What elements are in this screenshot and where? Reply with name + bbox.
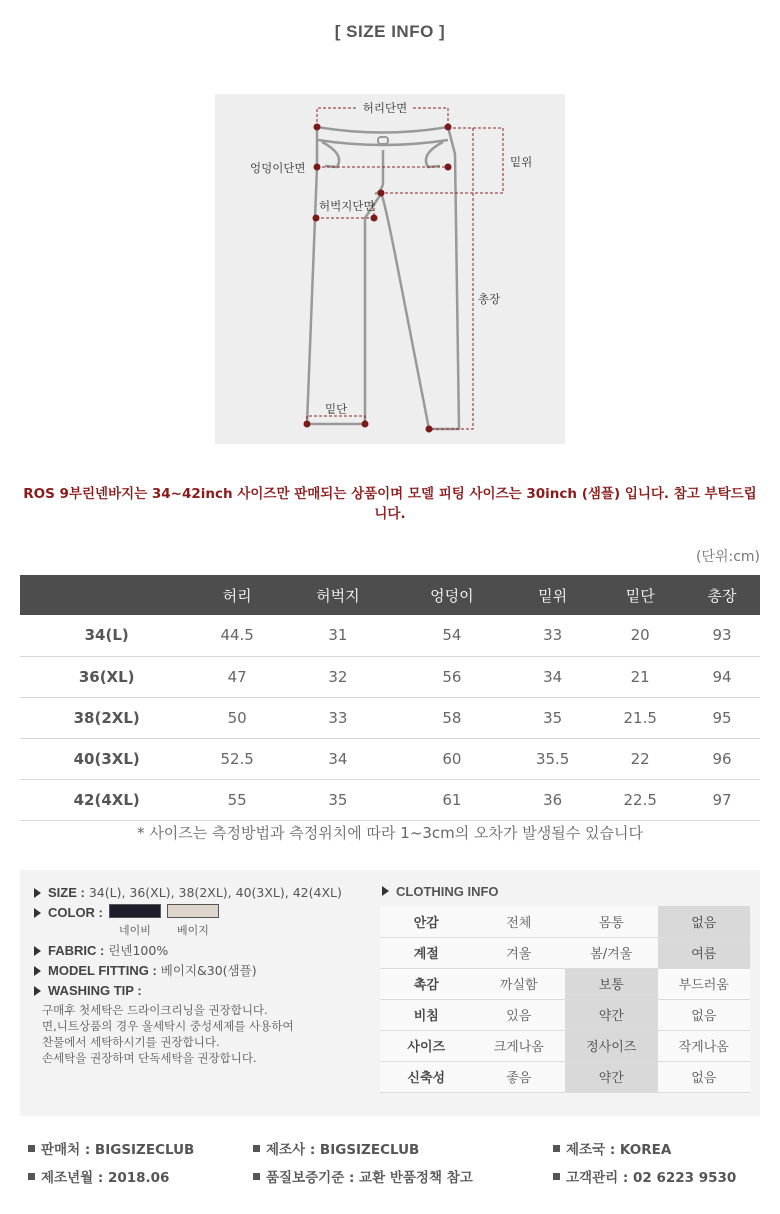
- color-swatch-beige: [167, 904, 219, 940]
- table-cell: 35: [281, 779, 395, 820]
- meta-seller: [28, 1138, 194, 1158]
- color-info-label: COLOR :: [48, 905, 103, 920]
- clothing-option-selected: 여름: [658, 937, 751, 968]
- washing-tip-line: 손세탁을 권장하며 단독세탁을 권장합니다.: [42, 1051, 257, 1065]
- length-measure-line: [429, 128, 473, 429]
- table-cell: 97: [684, 779, 760, 820]
- clothing-option: 없음: [658, 1061, 751, 1092]
- thigh-right-point: [371, 215, 378, 222]
- table-cell: 60: [395, 738, 509, 779]
- arrow-right-icon: [34, 908, 41, 918]
- left-pocket: [322, 142, 339, 167]
- table-cell: 34: [509, 656, 597, 697]
- header-cell: 허벅지: [281, 575, 395, 615]
- clothing-category: 촉감: [380, 968, 473, 999]
- meta-seller-text: 판매처 : BIGSIZECLUB: [41, 1142, 195, 1158]
- square-bullet-icon: [253, 1173, 260, 1180]
- table-cell: 35: [509, 697, 597, 738]
- clothing-info-table: [380, 906, 750, 1093]
- clothing-option: 좋음: [473, 1061, 566, 1092]
- rise-label: 밑위: [510, 155, 533, 169]
- table-cell: 36: [509, 779, 597, 820]
- clothing-option: 없음: [658, 999, 751, 1030]
- header-cell: 엉덩이: [395, 575, 509, 615]
- meta-contact: [553, 1166, 736, 1186]
- clothing-category: 사이즈: [380, 1030, 473, 1061]
- meta-manufacturer-text: 제조사 : BIGSIZECLUB: [266, 1142, 420, 1158]
- clothing-option: 전체: [473, 906, 566, 937]
- hip-label: 엉덩이단면: [250, 161, 306, 175]
- table-cell: 54: [395, 615, 509, 656]
- table-cell: 33: [281, 697, 395, 738]
- washing-tip-line: 찬물에서 세탁하시기를 권장합니다.: [42, 1035, 220, 1049]
- button-icon: [378, 137, 388, 144]
- size-table-header: [20, 575, 760, 615]
- size-cell: 36(XL): [20, 656, 193, 697]
- size-cell: 34(L): [20, 615, 193, 656]
- meta-warranty: [253, 1166, 473, 1186]
- table-cell: 32: [281, 656, 395, 697]
- table-cell: 33: [509, 615, 597, 656]
- table-cell: 22: [596, 738, 684, 779]
- table-cell: 55: [193, 779, 281, 820]
- rise-measure-line: [381, 128, 503, 193]
- waist-label: 허리단면: [362, 101, 408, 115]
- right-pocket: [426, 142, 443, 167]
- clothing-category: 비침: [380, 999, 473, 1030]
- arrow-right-icon: [382, 886, 389, 896]
- clothing-option: 크게나옴: [473, 1030, 566, 1061]
- model-fitting-label: MODEL FITTING :: [48, 963, 157, 978]
- header-cell: 밑단: [596, 575, 684, 615]
- clothing-option-selected: 없음: [658, 906, 751, 937]
- arrow-right-icon: [34, 946, 41, 956]
- length-bottom-point: [426, 426, 433, 433]
- table-cell: 22.5: [596, 779, 684, 820]
- swatch-name: 베이지: [176, 924, 209, 937]
- navy-swatch: [109, 904, 161, 918]
- arrow-right-icon: [34, 986, 41, 996]
- product-info-panel: [20, 870, 760, 1116]
- hip-right-point: [445, 164, 452, 171]
- table-row: [20, 656, 760, 697]
- model-fitting-info: [34, 962, 379, 982]
- square-bullet-icon: [28, 1173, 35, 1180]
- hem-right-point: [362, 421, 369, 428]
- meta-country: [553, 1138, 671, 1158]
- table-cell: 47: [193, 656, 281, 697]
- header-cell: 밑위: [509, 575, 597, 615]
- crotch-point: [378, 190, 385, 197]
- table-cell: 58: [395, 697, 509, 738]
- clothing-option: 부드러움: [658, 968, 751, 999]
- clothing-category: 안감: [380, 906, 473, 937]
- table-cell: 31: [281, 615, 395, 656]
- clothing-option: 작게나옴: [658, 1030, 751, 1061]
- table-row: [20, 615, 760, 656]
- page-title: [ SIZE INFO ]: [334, 22, 446, 41]
- size-table: [20, 575, 760, 821]
- washing-tip-label: WASHING TIP :: [48, 983, 142, 998]
- table-cell: 50: [193, 697, 281, 738]
- product-details: [34, 884, 379, 1066]
- table-cell: 95: [684, 697, 760, 738]
- clothing-option-selected: 약간: [565, 999, 658, 1030]
- clothing-option: 겨울: [473, 937, 566, 968]
- clothing-row-stretch: [380, 1061, 750, 1092]
- clothing-info-title: [382, 884, 499, 899]
- arrow-right-icon: [34, 888, 41, 898]
- washing-tip-line: 구매후 첫세탁은 드라이크리닝을 권장합니다.: [42, 1003, 268, 1017]
- table-cell: 96: [684, 738, 760, 779]
- hem-label: 밑단: [325, 402, 348, 416]
- length-label: 총장: [478, 292, 501, 306]
- clothing-row-size-fit: [380, 1030, 750, 1061]
- hip-left-point: [314, 164, 321, 171]
- size-info-label: SIZE :: [48, 885, 85, 900]
- table-cell: 34: [281, 738, 395, 779]
- table-cell: 20: [596, 615, 684, 656]
- model-fitting-value: 베이지&30(샘플): [160, 963, 257, 978]
- table-row: [20, 738, 760, 779]
- color-swatch-navy: [109, 904, 161, 940]
- clothing-category: 계절: [380, 937, 473, 968]
- meta-country-text: 제조국 : KOREA: [566, 1142, 672, 1158]
- clothing-info-title-text: CLOTHING INFO: [396, 884, 499, 899]
- washing-tip-line: 면,니트상품의 경우 울세탁시 중성세제를 사용하여: [42, 1019, 294, 1033]
- table-cell: 21.5: [596, 697, 684, 738]
- clothing-row-lining: [380, 906, 750, 937]
- clothing-row-sheerness: [380, 999, 750, 1030]
- header-cell: 총장: [684, 575, 760, 615]
- square-bullet-icon: [253, 1145, 260, 1152]
- size-info-value: 34(L), 36(XL), 38(2XL), 40(3XL), 42(4XL): [88, 885, 342, 900]
- fabric-info-label: FABRIC :: [48, 943, 105, 958]
- arrow-right-icon: [34, 966, 41, 976]
- clothing-row-season: [380, 937, 750, 968]
- table-cell: 94: [684, 656, 760, 697]
- clothing-option: 봄/겨울: [565, 937, 658, 968]
- header-cell: [20, 575, 193, 615]
- swatch-name: 네이비: [118, 924, 151, 937]
- meta-date: [28, 1166, 169, 1186]
- clothing-row-texture: [380, 968, 750, 999]
- color-info: [34, 904, 379, 942]
- beige-swatch: [167, 904, 219, 918]
- table-row: [20, 697, 760, 738]
- washing-tip-info: [34, 982, 379, 1002]
- clothing-category: 신축성: [380, 1061, 473, 1092]
- fabric-info: [34, 942, 379, 962]
- table-cell: 61: [395, 779, 509, 820]
- clothing-option-selected: 약간: [565, 1061, 658, 1092]
- fly-line: [375, 150, 383, 194]
- clothing-option: 몸통: [565, 906, 658, 937]
- table-cell: 21: [596, 656, 684, 697]
- clothing-option: 까실함: [473, 968, 566, 999]
- table-row: [20, 779, 760, 820]
- size-info: [34, 884, 379, 904]
- table-cell: 35.5: [509, 738, 597, 779]
- meta-warranty-text: 품질보증기준 : 교환 반품정책 참고: [266, 1170, 473, 1186]
- square-bullet-icon: [553, 1145, 560, 1152]
- header-cell: 허리: [193, 575, 281, 615]
- size-cell: 38(2XL): [20, 697, 193, 738]
- square-bullet-icon: [553, 1173, 560, 1180]
- table-cell: 52.5: [193, 738, 281, 779]
- hem-left-point: [304, 421, 311, 428]
- meta-date-text: 제조년월 : 2018.06: [41, 1170, 170, 1186]
- measurement-footnote: * 사이즈는 측정방법과 측정위치에 따라 1~3cm의 오차가 발생될수 있습니다: [137, 824, 643, 842]
- pants-diagram-svg: [215, 94, 565, 444]
- square-bullet-icon: [28, 1145, 35, 1152]
- unit-label: (단위:cm): [695, 549, 760, 565]
- table-cell: 56: [395, 656, 509, 697]
- waist-left-point: [314, 124, 321, 131]
- meta-contact-text: 고객관리 : 02 6223 9530: [566, 1170, 737, 1186]
- pants-measurement-diagram: [215, 94, 565, 444]
- size-cell: 42(4XL): [20, 779, 193, 820]
- thigh-left-point: [313, 215, 320, 222]
- fabric-info-value: 린넨100%: [108, 943, 169, 958]
- meta-manufacturer: [253, 1138, 419, 1158]
- clothing-option-selected: 정사이즈: [565, 1030, 658, 1061]
- clothing-option-selected: 보통: [565, 968, 658, 999]
- washing-tip-body: [34, 1002, 379, 1066]
- fit-notice: ROS 9부린넨바지는 34~42inch 사이즈만 판매되는 상품이며 모델 피팅 사이즈는 30inch (샘플) 입니다. 참고 부탁드립니다.: [23, 486, 757, 522]
- table-cell: 44.5: [193, 615, 281, 656]
- table-cell: 93: [684, 615, 760, 656]
- thigh-label: 허벅지단면: [319, 199, 375, 213]
- waist-right-point: [445, 124, 452, 131]
- size-cell: 40(3XL): [20, 738, 193, 779]
- clothing-option: 있음: [473, 999, 566, 1030]
